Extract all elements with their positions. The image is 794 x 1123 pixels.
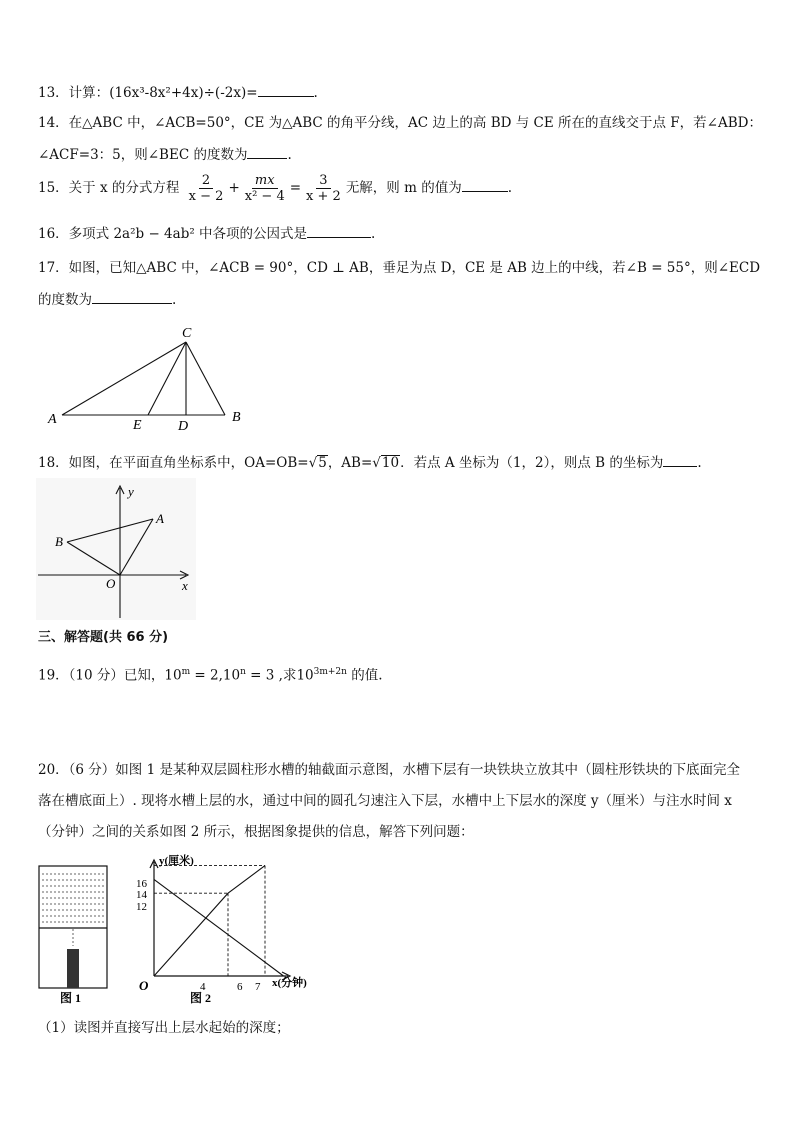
q16-period: .: [371, 226, 376, 242]
q16-text: 16．多项式 2a²b − 4ab² 中各项的公因式是: [38, 226, 308, 242]
xtick-6: 6: [237, 981, 243, 993]
q13-expression: (16x³-8x²+4x)÷(-2x)=: [109, 85, 258, 101]
ytick-14: 14: [136, 889, 147, 901]
coordinate-figure: [36, 478, 198, 620]
q15-fraction-2: $\frac{mx}{\text{x² − 4}}$: [244, 173, 285, 204]
figure-1-tank: [36, 862, 128, 1006]
q18-text: 18．如图，在平面直角坐标系中，OA=OB=: [38, 455, 309, 471]
ytick-16: 16: [136, 878, 147, 890]
xtick-4: 4: [200, 981, 206, 993]
q13-period: .: [313, 85, 318, 101]
xtick-7: 7: [255, 981, 261, 993]
q18-period: .: [697, 455, 702, 471]
question-20-line2: 落在槽底面上）. 现将水槽上层的水，通过中间的圆孔匀速注入下层，水槽中上下层水的深度 y（厘米）与注水时间 x: [38, 793, 732, 809]
q17-period: .: [172, 292, 177, 308]
label-a: A: [156, 511, 164, 526]
q15-plus: +: [228, 180, 240, 196]
q19-text: 19．（10 分）已知，10: [38, 667, 182, 684]
question-14-line2: [38, 145, 292, 164]
question-20-line3: （分钟）之间的关系如图 2 所示，根据图象提供的信息，解答下列问题：: [38, 824, 474, 840]
q19-exp-n: n: [240, 667, 246, 677]
question-20-sub1: （1）读图并直接写出上层水起始的深度；: [38, 1020, 290, 1036]
series-line-upper: [154, 879, 284, 976]
label-o: O: [106, 576, 116, 591]
q18-text-mid: ，AB=: [327, 455, 373, 471]
graph-xlabel: x(分钟): [272, 977, 307, 989]
label-x: x: [182, 578, 188, 593]
label-a: A: [48, 412, 57, 427]
question-17-line1: 17．如图，已知△ABC 中，∠ACB = 90°，CD ⊥ AB，垂足为点 D，CE 是 AB 边上的中线，若∠B = 55°，则∠ECD: [38, 260, 761, 276]
section-3-title: 三、解答题(共 66 分): [38, 630, 169, 645]
q19-tail: 的值.: [346, 667, 383, 684]
question-14-line1: 14．在△ABC 中，∠ACB=50°，CE 为△ABC 的角平分线，AC 边上的高 BD 与 CE 所在的直线交于点 F，若∠ABD：: [38, 115, 762, 131]
triangle-figure: [40, 322, 260, 434]
q15-period: .: [507, 180, 512, 196]
figure-2-graph: [130, 852, 330, 1006]
q18-answer-blank[interactable]: [663, 453, 697, 467]
q16-answer-blank[interactable]: [307, 224, 371, 238]
q19-exp-3m2n: 3m+2n: [313, 667, 347, 677]
question-15: [38, 170, 512, 206]
question-16: [38, 224, 375, 243]
question-18: 18．如图，在平面直角坐标系中，OA=OB=√5，AB=√10．若点 A 坐标为（1，2），则点 B 的坐标为 .: [38, 455, 702, 471]
label-y: y: [128, 484, 134, 499]
ytick-12: 12: [136, 901, 147, 913]
label-b: B: [232, 410, 241, 425]
question-19: [38, 663, 383, 685]
q15-tail: 无解，则 m 的值为: [345, 180, 462, 196]
graph-ylabel: y(厘米): [159, 855, 194, 867]
q17-answer-blank[interactable]: [92, 290, 172, 304]
iron-block: [67, 949, 79, 988]
q18-text-post: ．若点 A 坐标为（1，2），则点 B 的坐标为: [400, 455, 664, 471]
label-c: C: [182, 326, 192, 341]
label-d: D: [178, 419, 189, 434]
q14-text: ∠ACF=3：5，则∠BEC 的度数为: [38, 147, 248, 163]
segment-cb: [186, 342, 225, 415]
q17-text: 的度数为: [38, 292, 92, 308]
question-13: [38, 83, 318, 102]
figure-1-caption: 图 1: [60, 991, 82, 1005]
question-20-line1: 20．（6 分）如图 1 是某种双层圆柱形水槽的轴截面示意图，水槽下层有一块铁块立放其中（圆柱形铁块的下底面完全: [38, 762, 740, 778]
figure-2-caption: 图 2: [190, 991, 212, 1005]
q13-answer-blank[interactable]: [258, 83, 314, 97]
q13-number: 13．计算：: [38, 85, 110, 101]
q15-text: 15．关于 x 的分式方程: [38, 180, 180, 196]
q15-fraction-1: $\frac{2}{x - 2}$: [188, 173, 224, 204]
q18-sqrt10: 10: [381, 455, 400, 471]
q14-period: .: [287, 147, 292, 163]
q19-text-post: = 3 ,求10: [245, 667, 314, 684]
q14-answer-blank[interactable]: [247, 145, 287, 159]
graph-origin: O: [139, 978, 149, 993]
q19-text-mid: = 2,10: [190, 667, 241, 684]
question-17-line2: [38, 290, 176, 309]
label-e: E: [133, 418, 142, 433]
q19-exp-m: m: [181, 667, 191, 677]
q15-answer-blank[interactable]: [462, 178, 508, 192]
q18-sqrt5: 5: [318, 455, 327, 471]
q15-equals: =: [289, 180, 302, 196]
label-b: B: [55, 534, 63, 549]
q15-fraction-3: $\frac{3}{x + 2}$: [306, 173, 341, 204]
